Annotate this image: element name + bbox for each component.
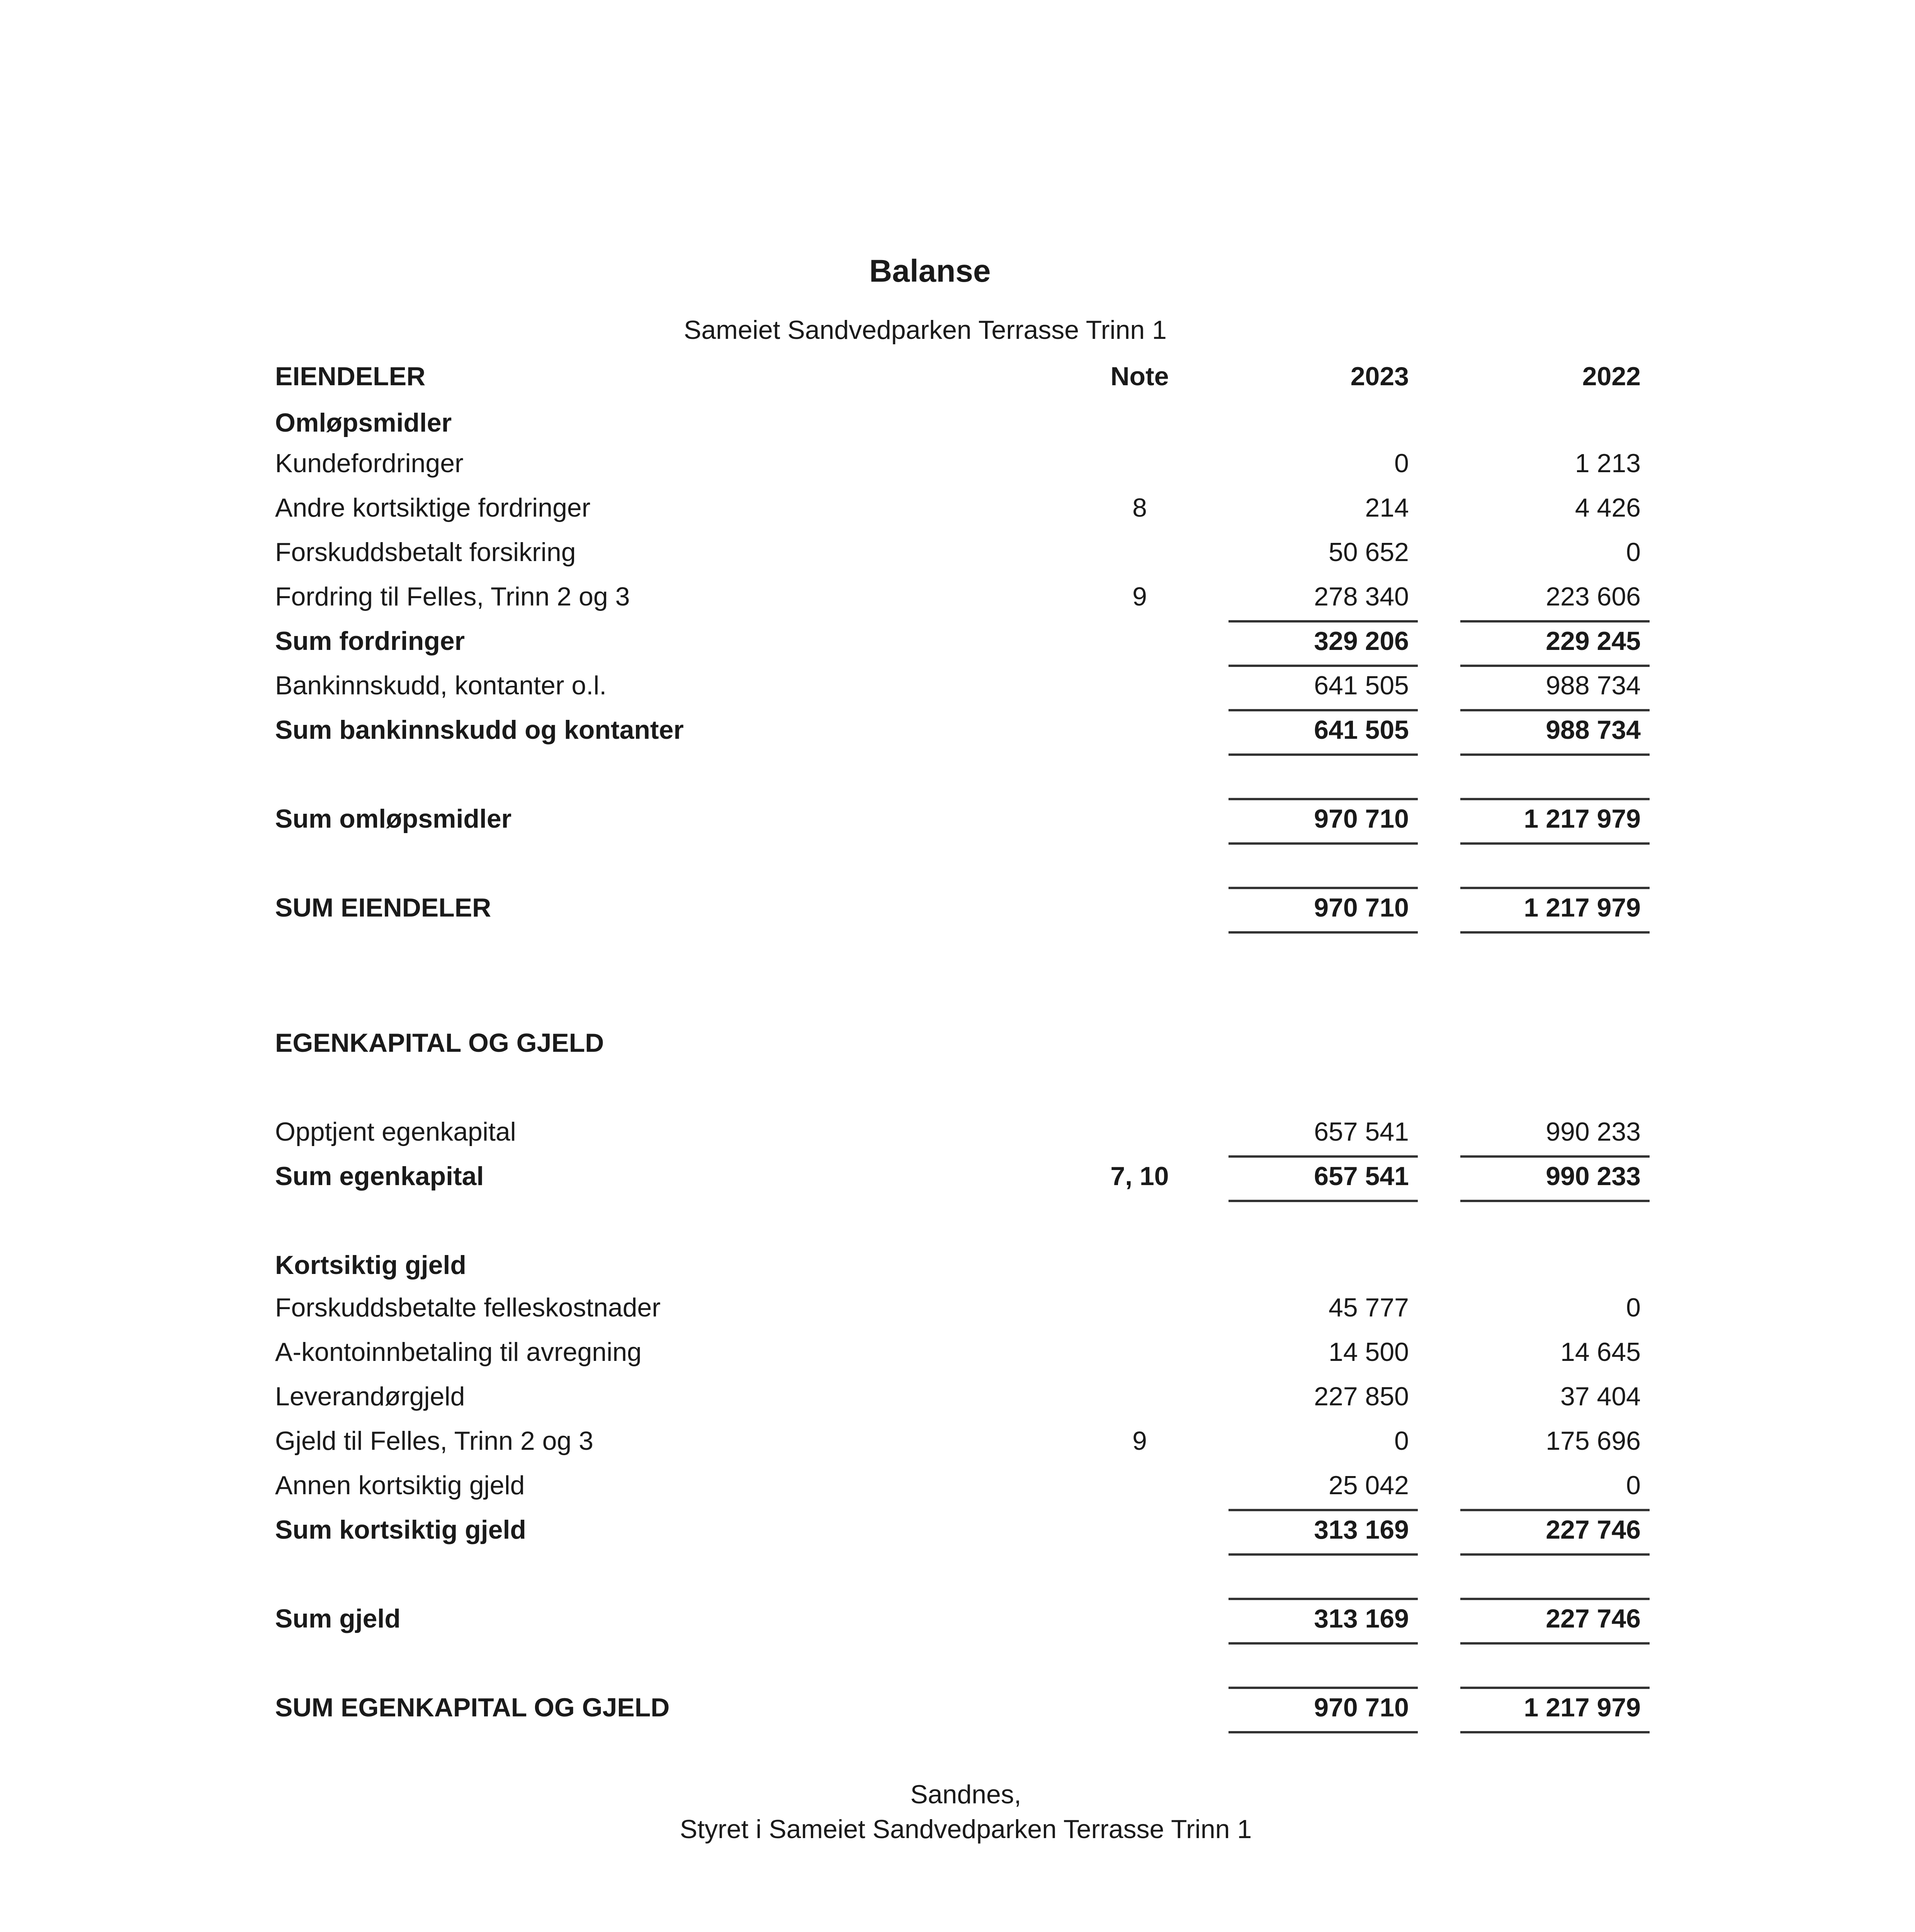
row-note: 7, 10 (1110, 1162, 1169, 1191)
table-row (0, 537, 1915, 576)
table-row-sum (0, 715, 1915, 753)
row-value-2022: 1 217 979 (1524, 804, 1641, 833)
row-value-2022: 227 746 (1546, 1515, 1641, 1544)
row-label: Opptjent egenkapital (275, 1117, 516, 1146)
row-value-2023: 0 (1394, 449, 1409, 478)
row-value-2022: 990 233 (1546, 1162, 1641, 1191)
divider (1229, 1509, 1418, 1511)
divider (1229, 1687, 1418, 1689)
table-row (0, 670, 1915, 709)
column-header-row (0, 361, 1915, 400)
row-label: Sum omløpsmidler (275, 804, 512, 833)
divider (1460, 1598, 1650, 1600)
row-value-2022: 0 (1626, 1471, 1641, 1500)
divider (1460, 1509, 1650, 1511)
divider (1460, 931, 1650, 934)
table-row (0, 448, 1915, 487)
divider (1229, 842, 1418, 845)
divider (1460, 753, 1650, 756)
divider (1229, 620, 1418, 622)
row-value-2022: 37 404 (1560, 1382, 1641, 1411)
row-label: Sum bankinnskudd og kontanter (275, 715, 684, 745)
row-value-2022: 229 245 (1546, 626, 1641, 656)
row-value-2022: 1 217 979 (1524, 893, 1641, 922)
sum-egenkapital-og-gjeld-row (0, 1692, 1915, 1731)
divider (1460, 1155, 1650, 1158)
footer-board: Styret i Sameiet Sandvedparken Terrasse Trinn 1 (680, 1815, 1252, 1844)
row-value-2022: 227 746 (1546, 1604, 1641, 1633)
sum-omlopsmidler-row (0, 804, 1915, 842)
row-label: Sum kortsiktig gjeld (275, 1515, 526, 1544)
row-label: Sum fordringer (275, 626, 465, 656)
row-value-2023: 25 042 (1329, 1471, 1409, 1500)
row-label: Andre kortsiktige fordringer (275, 493, 591, 522)
row-value-2022: 0 (1626, 1293, 1641, 1322)
row-value-2022: 990 233 (1546, 1117, 1641, 1146)
table-row (0, 582, 1915, 620)
divider (1460, 665, 1650, 667)
row-label: Forskuddsbetalt forsikring (275, 537, 576, 567)
page-title: Balanse (869, 253, 991, 289)
divider (1229, 1598, 1418, 1600)
divider (1460, 709, 1650, 711)
table-row-sum (0, 1515, 1915, 1553)
row-value-2023: 0 (1394, 1426, 1409, 1456)
row-note: 9 (1132, 1426, 1147, 1456)
divider (1460, 1553, 1650, 1556)
row-value-2022: 4 426 (1575, 493, 1641, 522)
divider (1460, 887, 1650, 889)
row-note: 9 (1132, 582, 1147, 611)
table-row (0, 1337, 1915, 1376)
row-value-2022: 1 217 979 (1524, 1693, 1641, 1722)
divider (1229, 1642, 1418, 1645)
row-label: SUM EIENDELER (275, 893, 491, 922)
row-label: Annen kortsiktig gjeld (275, 1471, 525, 1500)
row-label: Leverandørgjeld (275, 1382, 465, 1411)
row-value-2023: 214 (1365, 493, 1409, 522)
row-value-2023: 657 541 (1314, 1162, 1409, 1191)
section-heading-row (0, 1028, 1915, 1066)
table-row-sum (0, 626, 1915, 665)
table-row (0, 1470, 1915, 1509)
divider (1229, 798, 1418, 800)
divider (1229, 1200, 1418, 1202)
row-value-2023: 657 541 (1314, 1117, 1409, 1146)
row-value-2023: 970 710 (1314, 804, 1409, 833)
divider (1229, 1155, 1418, 1158)
divider (1229, 887, 1418, 889)
row-label: Gjeld til Felles, Trinn 2 og 3 (275, 1426, 593, 1456)
divider (1460, 1200, 1650, 1202)
row-value-2023: 641 505 (1314, 715, 1409, 745)
group-heading-row (0, 1250, 1915, 1289)
note-column-header: Note (1110, 362, 1169, 391)
divider (1229, 665, 1418, 667)
table-row (0, 493, 1915, 531)
row-label: A-kontoinnbetaling til avregning (275, 1337, 642, 1367)
row-label: Sum gjeld (275, 1604, 401, 1633)
row-value-2023: 313 169 (1314, 1515, 1409, 1544)
divider (1229, 1553, 1418, 1556)
divider (1460, 1687, 1650, 1689)
group-heading-row (0, 408, 1915, 446)
row-value-2023: 329 206 (1314, 626, 1409, 656)
row-value-2022: 14 645 (1560, 1337, 1641, 1367)
row-value-2022: 988 734 (1546, 715, 1641, 745)
row-value-2022: 988 734 (1546, 671, 1641, 700)
row-value-2023: 227 850 (1314, 1382, 1409, 1411)
row-value-2022: 223 606 (1546, 582, 1641, 611)
divider (1229, 753, 1418, 756)
divider (1229, 1731, 1418, 1733)
row-label: SUM EGENKAPITAL OG GJELD (275, 1693, 670, 1722)
row-note: 8 (1132, 493, 1147, 522)
section-heading-egenkapital-og-gjeld: EGENKAPITAL OG GJELD (275, 1028, 604, 1058)
divider (1460, 620, 1650, 622)
row-value-2023: 970 710 (1314, 893, 1409, 922)
divider (1460, 842, 1650, 845)
row-value-2023: 14 500 (1329, 1337, 1409, 1367)
row-label: Forskuddsbetalte felleskostnader (275, 1293, 661, 1322)
row-value-2023: 50 652 (1329, 537, 1409, 567)
page-subtitle: Sameiet Sandvedparken Terrasse Trinn 1 (684, 315, 1167, 345)
divider (1229, 709, 1418, 711)
group-heading-omlopsmidler: Omløpsmidler (275, 408, 452, 437)
footer-place: Sandnes, (910, 1780, 1021, 1809)
row-value-2022: 175 696 (1546, 1426, 1641, 1456)
year-2023-header: 2023 (1350, 362, 1409, 391)
divider (1229, 931, 1418, 934)
table-row (0, 1426, 1915, 1464)
divider (1460, 1642, 1650, 1645)
row-label: Sum egenkapital (275, 1162, 484, 1191)
row-value-2022: 0 (1626, 537, 1641, 567)
row-value-2023: 45 777 (1329, 1293, 1409, 1322)
row-label: Kundefordringer (275, 449, 464, 478)
table-row (0, 1117, 1915, 1155)
table-row (0, 1381, 1915, 1420)
table-row-sum (0, 1161, 1915, 1200)
sum-gjeld-row (0, 1604, 1915, 1642)
row-value-2023: 313 169 (1314, 1604, 1409, 1633)
row-value-2023: 278 340 (1314, 582, 1409, 611)
row-value-2023: 970 710 (1314, 1693, 1409, 1722)
row-label: Fordring til Felles, Trinn 2 og 3 (275, 582, 630, 611)
sum-eiendeler-row (0, 893, 1915, 931)
divider (1460, 798, 1650, 800)
group-heading-kortsiktig-gjeld: Kortsiktig gjeld (275, 1250, 466, 1280)
year-2022-header: 2022 (1582, 362, 1641, 391)
row-value-2023: 641 505 (1314, 671, 1409, 700)
table-row (0, 1293, 1915, 1331)
divider (1460, 1731, 1650, 1733)
section-heading-eiendeler: EIENDELER (275, 362, 426, 391)
row-label: Bankinnskudd, kontanter o.l. (275, 671, 607, 700)
row-value-2022: 1 213 (1575, 449, 1641, 478)
